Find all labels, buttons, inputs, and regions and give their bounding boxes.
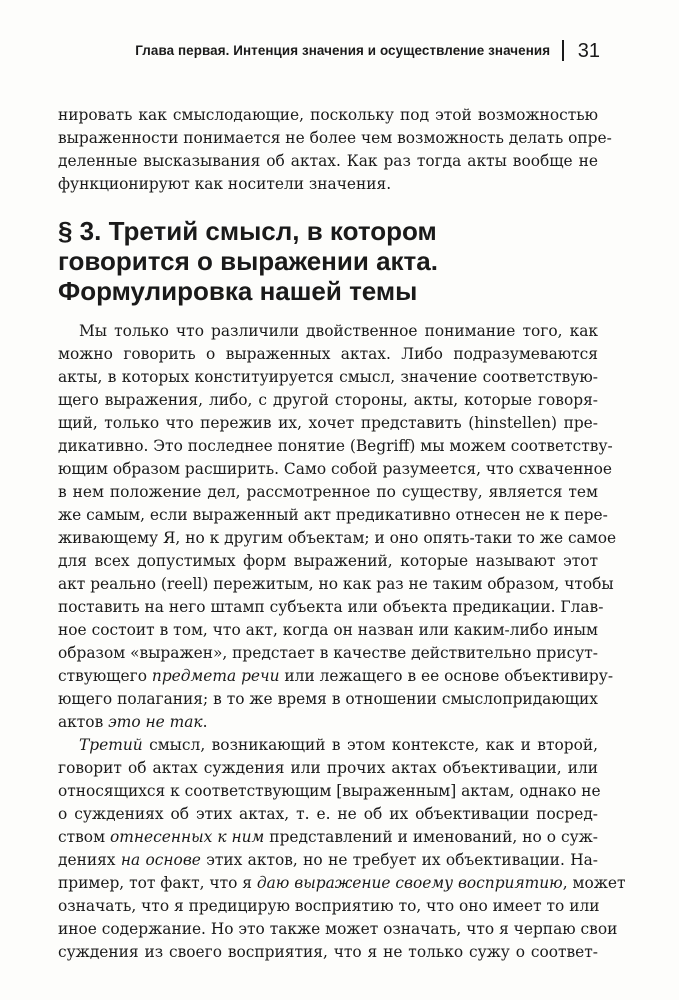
text-line: можно говорить о выраженных актах. Либо подразумеваются [58, 345, 598, 363]
text-line: ное состоит в том, что акт, когда он назван или каким-либо иным [58, 621, 598, 639]
header-divider [562, 40, 564, 61]
chapter-running-title: Глава первая. Интенция значения и осуществление значения [135, 43, 551, 58]
text-line: акты, в которых конституируется смысл, значение соответствую- [58, 368, 598, 386]
italic-emphasis: предмета речи [151, 667, 280, 685]
text-run: дениях [58, 851, 121, 869]
text-line: деленные высказывания об актах. Как раз тогда акты вообще не [58, 152, 598, 170]
text-line: выраженности понимается не более чем возможность делать опре- [58, 129, 612, 147]
text-run: актов [58, 713, 109, 731]
text-line: Мы только что различили двойственное понимание того, как [79, 322, 598, 340]
text-line [58, 872, 626, 895]
text-run: . [202, 713, 208, 731]
text-line: в нем положение дел, рассмотренное по существу, является тем [58, 483, 598, 501]
text-line: акт реально (reell) пережитым, но как раз не таким образом, чтобы [58, 575, 614, 593]
text-line: для всех допустимых форм выражений, которые называют этот [58, 552, 598, 570]
text-run: ством [58, 828, 111, 846]
text-line: означать, что я предицирую восприятию то, что оно имеет то или [58, 897, 600, 915]
text-run: пример, тот факт, что я [58, 874, 257, 892]
text-line: функционируют как носители значения. [58, 175, 392, 193]
italic-emphasis: это не так [108, 713, 203, 731]
text-line: щий, только что пережив их, хочет представить (hinstellen) пре- [58, 414, 598, 432]
text-line: нировать как смыслодающие, поскольку под этой возможностью [58, 106, 598, 124]
italic-emphasis: Третий [79, 736, 143, 754]
intro-paragraph [58, 104, 612, 196]
text-line: ющим образом расширить. Само собой разумеется, что схваченное [58, 460, 613, 478]
italic-emphasis: даю выражение своему восприятию [256, 874, 563, 892]
italic-emphasis: отнесенных к ним [110, 828, 265, 846]
text-line: поставить на него штамп субъекта или объекта предикации. Глав- [58, 598, 604, 616]
text-line: же самым, если выраженный акт предикативно отнесен не к пере- [58, 506, 608, 524]
text-line: дикативно. Это последнее понятие (Begriff) мы можем соответству- [58, 437, 613, 455]
text-line [58, 665, 614, 688]
text-line [58, 734, 598, 757]
page-number: 31 [577, 39, 600, 62]
text-run: этих актов, но не требует их объективации. На- [200, 851, 598, 869]
running-header [0, 40, 600, 61]
text-line: щего выражения, либо, с другой стороны, акты, которые говоря- [58, 391, 598, 409]
heading-line: Формулировка нашей темы [58, 276, 418, 306]
text-line: ющего полагания; в то же время в отношении смыслопридающих [58, 690, 598, 708]
text-line [58, 826, 598, 849]
text-run: ствующего [58, 667, 152, 685]
text-line: о суждениях об этих актах, т. е. не об их объективации посред- [58, 805, 598, 823]
text-line: суждения из своего восприятия, что я не только сужу о соответ- [58, 943, 598, 961]
heading-line: § 3. Третий смысл, в котором [58, 216, 437, 246]
section-heading [58, 216, 598, 306]
text-line: говорит об актах суждения или прочих актах объективации, или [58, 759, 598, 777]
text-line: живающему Я, но к другим объектам; и оно опять-таки то же самое [58, 529, 617, 547]
text-run: представлений и именований, но о суж- [264, 828, 599, 846]
text-run: или лежащего в ее основе объективиру- [279, 667, 614, 685]
main-text [58, 320, 626, 964]
text-line: образом «выражен», предстает в качестве действительно присут- [58, 644, 598, 662]
text-run: , может [562, 874, 626, 892]
text-line [58, 849, 598, 872]
text-run: смысл, возникающий в этом контексте, как и второй, [142, 736, 598, 754]
text-line: иное содержание. Но это также может означать, что я черпаю свои [58, 920, 618, 938]
italic-emphasis: на основе [120, 851, 201, 869]
heading-line: говорится о выражении акта. [58, 246, 438, 276]
text-line: относящихся к соответствующим [выраженным] актам, однако не [58, 782, 601, 800]
text-line [58, 711, 598, 734]
